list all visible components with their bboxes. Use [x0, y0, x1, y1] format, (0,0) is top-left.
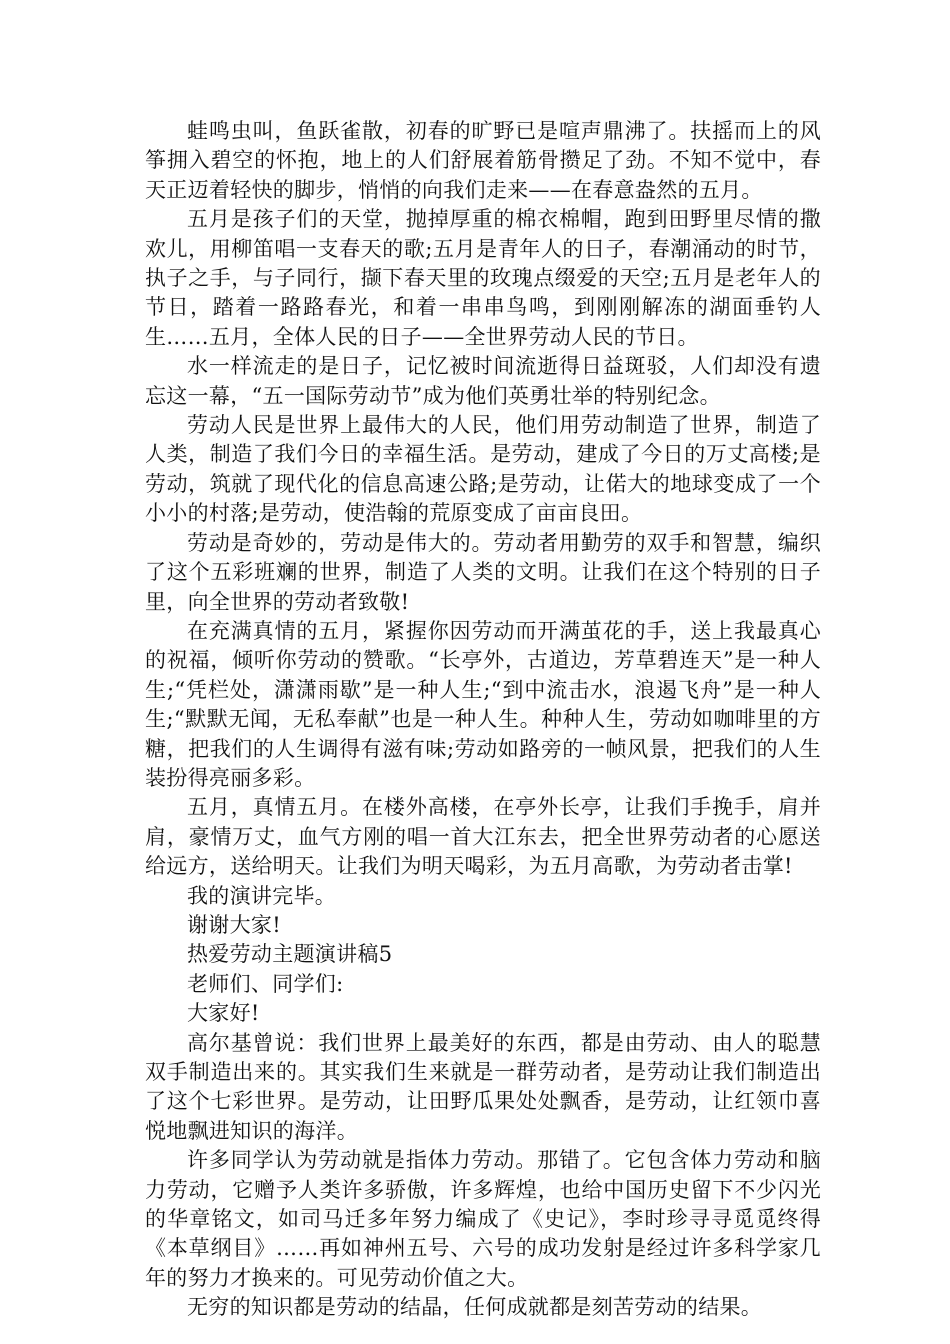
paragraph: 大家好! — [187, 1001, 260, 1026]
paragraph: 五月是孩子们的天堂，抛掉厚重的棉衣棉帽，跑到田野里尽情的撒欢儿，用柳笛唱一支春天的歌;五月是青年人的日子，春潮涌动的时节，执子之手，与子同行，撷下春天里的玫瑰点缀爱的天空;五月是老年人的节日，踏着一路路春光，和着一串串鸟鸣，到刚刚解冻的湖面垂钓人生……五月，全体人民的日子——全世界劳动人民的节日。 — [145, 207, 821, 349]
paragraph: 老师们、同学们: — [187, 971, 344, 996]
paragraph: 许多同学认为劳动就是指体力劳动。那错了。它包含体力劳动和脑力劳动，它赠予人类许多骄傲，许多辉煌，也给中国历史留下不少闪光的华章铭文，如司马迁多年努力编成了《史记》，李时珍寻寻觅觅终得《本草纲目》……再如神州五号、六号的成功发射是经过许多科学家几年的努力才换来的。可见劳动价值之大。 — [145, 1148, 821, 1290]
paragraph: 高尔基曾说：我们世界上最美好的东西，都是由劳动、由人的聪慧双手制造出来的。其实我们生来就是一群劳动者，是劳动让我们制造出了这个七彩世界。是劳动，让田野瓜果处处飘香，是劳动，让红领巾喜悦地飘进知识的海洋。 — [145, 1030, 821, 1143]
paragraph: 无穷的知识都是劳动的结晶，任何成就都是刻苦劳动的结果。 — [187, 1295, 763, 1320]
paragraph: 劳动人民是世界上最伟大的人民，他们用劳动制造了世界，制造了人类，制造了我们今日的幸福生活。是劳动，建成了今日的万丈高楼;是劳动，筑就了现代化的信息高速公路;是劳动，让偌大的地球变成了一个小小的村落;是劳动，使浩翰的荒原变成了亩亩良田。 — [145, 413, 821, 526]
paragraph: 劳动是奇妙的，劳动是伟大的。劳动者用勤劳的双手和智慧，编织了这个五彩班斓的世界，制造了人类的文明。让我们在这个特别的日子里，向全世界的劳动者致敬! — [145, 530, 821, 614]
paragraph: 蛙鸣虫叫，鱼跃雀散，初春的旷野已是喧声鼎沸了。扶摇而上的风筝拥入碧空的怀抱，地上的人们舒展着筋骨攒足了劲。不知不觉中，春天正迈着轻快的脚步，悄悄的向我们走来——在春意盎然的五月。 — [145, 119, 821, 202]
paragraph: 在充满真情的五月，紧握你因劳动而开满茧花的手，送上我最真心的祝福，倾听你劳动的赞歌。“长亭外，古道边，芳草碧连天”是一种人生;“凭栏处，潇潇雨歇”是一种人生;“到中流击水，浪遏飞舟”是一种人生;“默默无闻，无私奉献”也是一种人生。种种人生，劳动如咖啡里的方糖，把我们的人生调得有滋有味;劳动如路旁的一帧风景，把我们的人生装扮得亮丽多彩。 — [145, 618, 821, 790]
paragraph: 水一样流走的是日子，记忆被时间流逝得日益斑驳，人们却没有遗忘这一幕，“五一国际劳动节”成为他们英勇壮举的特别纪念。 — [145, 354, 821, 408]
paragraph: 五月，真情五月。在楼外高楼，在亭外长亭，让我们手挽手，肩并肩，豪情万丈，血气方刚的唱一首大江东去，把全世界劳动者的心愿送给远方，送给明天。让我们为明天喝彩，为五月高歌，为劳动者击掌! — [145, 795, 821, 879]
paragraph: 我的演讲完毕。 — [187, 883, 337, 908]
section-title: 热爱劳动主题演讲稿5 — [187, 942, 393, 967]
document-body — [145, 117, 821, 1323]
paragraph: 谢谢大家! — [187, 912, 281, 937]
